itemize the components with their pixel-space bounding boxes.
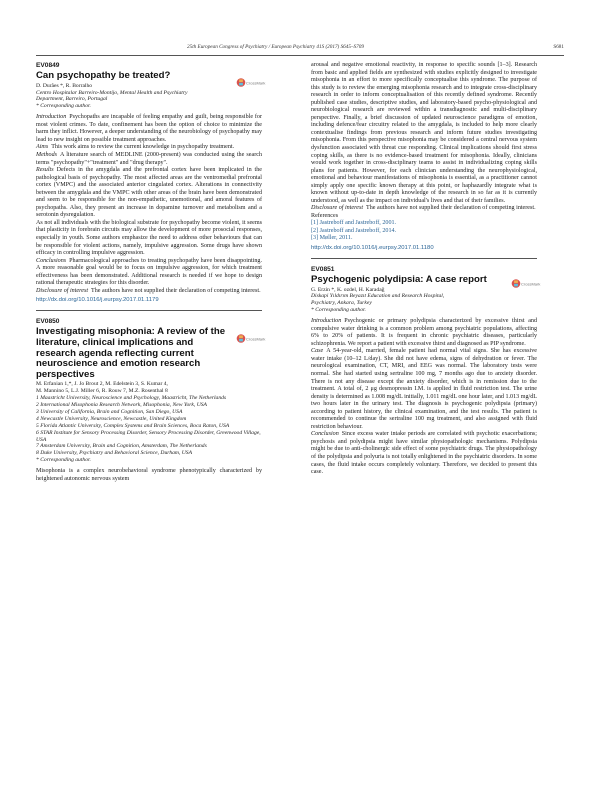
aims-paragraph xyxy=(36,144,262,152)
article-divider xyxy=(311,258,537,259)
section-label: Aims xyxy=(36,144,49,151)
affiliation: 5 Florida Atlantic University, Complex Systems and Brain Sciences, Boca Raton, USA xyxy=(36,422,230,429)
case-paragraph xyxy=(311,348,537,431)
crossmark-icon xyxy=(236,77,266,88)
body-paragraph-start: Misophonia is a complex neurobehavioral syndrome phenotypically characterized by heightened autonomic nervous system xyxy=(36,468,262,482)
article-authors: D. Durães *, R. Borralho xyxy=(36,82,93,89)
journal-line: 25th European Congress of Psychiatry / European Psychiatry 41S (2017) S645–S709 xyxy=(187,44,364,50)
section-text: Psychopaths are incapable of feeling empathy and guilt, being responsible for most violent crimes. To date, confinement has been the option of choice to minimize the harm they inflict. However, a deeper understanding of the neurobiology of psychopathy may lead to new insight on possible treatment approaches. xyxy=(36,114,262,143)
corresponding-note: * Corresponding author. xyxy=(36,457,91,464)
article-authors-line-1: M. Erfanian 1,*, J. Jo Brout 2, M. Edelstein 3, S. Kumar 4, xyxy=(36,381,168,388)
affiliation-line-2: Department, Barreiro, Portugal xyxy=(36,96,108,103)
affiliation-line-1: Diskapi Yıldırım Beyazıt Education and Research Hospital, xyxy=(311,293,445,300)
abstract xyxy=(311,318,537,476)
section-text: The authors have not supplied their declaration of competing interest. xyxy=(91,287,261,294)
article-authors-line-2: M. Mannino 5, L.J. Miller 6, R. Rouw 7, M.Z. Rosenthal 8 xyxy=(36,388,168,395)
affiliation: 4 Newcastle University, Neuroscience, Newcastle, United Kingdom xyxy=(36,415,187,422)
section-label: Results xyxy=(36,167,54,174)
article-ev0849 xyxy=(36,62,266,304)
conclusion-paragraph xyxy=(311,431,537,476)
crossmark-icon xyxy=(511,278,541,289)
affiliation: 2 International Misophonia Research Network, Misophonia, New York, USA xyxy=(36,402,207,409)
section-label: Methods xyxy=(36,151,57,158)
section-text: Defects in the amygdala and the prefrontal cortex have been implicated in the pathological basis of psychopathy. The most affected areas are the ventromedial prefrontal cortex (VMPC) and the associated anterior cingulated cortex. Alterations in connectivity between the amygdala and the VMPC with other areas of the brain have been demonstrated and seem to be responsible for the non-empathetic, unemotional, and amoral features of psychopaths. Also, they present an increase in dopamine turnover and metabolism and a serotonin dysregulation. xyxy=(36,167,262,219)
section-text: The authors have not supplied their declaration of competing interest. xyxy=(366,205,536,212)
article-id: EV0849 xyxy=(36,62,60,69)
introduction-paragraph xyxy=(36,114,262,144)
article-title[interactable]: Psychogenic polydipsia: A case report xyxy=(311,273,487,285)
article-divider xyxy=(36,310,262,311)
right-column xyxy=(311,62,541,477)
disclosure-paragraph xyxy=(311,205,537,213)
article-authors: G. Erzin *, K. ozdel, H. Karadağ xyxy=(311,286,385,293)
section-text: Pharmacological approaches to treating psychopathy have been disappointing. A more reasonable goal would be to focus on impulsive aggression, for which treatment effectiveness has been demonstrated. Additional research is needed if we hope to design rational therapeutic strategies for this disorder. xyxy=(36,257,262,287)
references xyxy=(311,213,537,243)
crossmark-text: CrossMark xyxy=(521,281,541,287)
article-title[interactable]: Can psychopathy be treated? xyxy=(36,70,171,81)
section-text: Psychogenic or primary polydipsia characterized by excessive thirst and compulsive water drinking is a common problem among psychiatric populations, affecting 6% to 20% of patients. It is frequent in chronic psychiatric diseases, particularly schizophrenia. We report a patient with excessive thirst and diagnosed as PIP syndrome. xyxy=(311,318,537,347)
crossmark-logo[interactable] xyxy=(511,278,541,290)
affiliation: 6 STAR Institute for Sensory Processing Disorder, Sensory Processing Disorder, Greenwood Village, USA xyxy=(36,429,261,443)
article-ev0850-continued xyxy=(311,62,537,251)
affiliation: 7 Amsterdam University, Brain and Cognition, Amsterdam, The Netherlands xyxy=(36,443,207,450)
crossmark-logo[interactable] xyxy=(236,76,266,88)
introduction-paragraph xyxy=(311,318,537,348)
section-label: Conclusion xyxy=(311,431,339,438)
affiliation: 3 University of California, Brain and Cognition, San Diego, USA xyxy=(36,408,183,415)
section-label: Conclusions xyxy=(36,257,67,264)
abstract xyxy=(36,114,262,295)
section-label: Introduction xyxy=(311,318,342,325)
section-label: Introduction xyxy=(36,114,67,121)
corresponding-note: * Corresponding author. xyxy=(36,103,91,110)
section-label: Disclosure of interest xyxy=(36,287,89,294)
doi-link[interactable]: http://dx.doi.org/10.1016/j.eurpsy.2017.01.1179 xyxy=(36,297,159,304)
affiliation: 8 Duke University, Psychiatry and Behavioral Science, Durham, USA xyxy=(36,450,193,457)
article-id: EV0850 xyxy=(36,318,60,326)
abstract-continued xyxy=(311,62,537,213)
crossmark-icon xyxy=(236,333,266,344)
page-number: S681 xyxy=(553,44,564,50)
crossmark-text: CrossMark xyxy=(246,79,266,85)
section-label: Disclosure of interest xyxy=(311,205,364,212)
section-text: A 54-year-old, married, female patient had normal vital signs. She has excessive water intake (10–12 L/day). She did not have edema, signs of dehydration or fever. The neurological examination, CT, MRI, and EEG was normal. The laboratory tests were normal. She had started using sertraline 100 mg, 7 months ago due to anxiety disorder. There is not any disease except the anxiety disorder, which is in remission due to the treatment. A total of, 2 μg desmopressin I.M. is applied in fluid restriction test. The urine density is determined as 1.008 mg/dL initially, 1.011 mg/dL one hour later, and 1.013 mg/dL two hours later in the urinary test. The diagnosis is psychogenic polydipsia (primary) according to patient history, the clinical examination, and the test results. The patient is recommended to continue the sertraline 100 mg treatment, and also assigned with fluid restriction behaviour. xyxy=(311,348,537,430)
doi-link[interactable]: http://dx.doi.org/10.1016/j.eurpsy.2017.01.1180 xyxy=(311,244,434,251)
left-column xyxy=(36,62,266,483)
article-ev0851 xyxy=(311,265,541,477)
reference-item[interactable]: [1] Jastreboff and Jastreboff, 2001. xyxy=(311,220,397,227)
header-rule xyxy=(36,55,564,56)
results-paragraph-2: As not all individuals with the biological substrate for psychopathy become violent, it seems that plasticity in forebrain circuits may allow the development of more prosocial responses, especially in youth. Some authors emphasize the need to address other behaviours that can be responsible for violent actions, namely, impulsive aggression. Some drugs have shown efficacy in controlling impulsive aggression. xyxy=(36,219,262,257)
disclosure-paragraph xyxy=(36,288,262,296)
methods-paragraph xyxy=(36,152,262,167)
abstract xyxy=(36,468,262,483)
results-paragraph xyxy=(36,167,262,220)
affiliation-line-1: Centro Hospitalar Barreiro-Montijo, Mental Health and Psychiatry xyxy=(36,89,188,96)
references-heading: References xyxy=(311,212,339,219)
article-title[interactable]: Investigating misophonia: A review of the literature, clinical implications and research agenda reflecting current neuroscience and emotion research perspectives xyxy=(36,326,226,380)
body-paragraph: arousal and negative emotional reactivity, in response to specific sounds [1–3]. Research from basic and applied fields are synthesized with studies explicitly designed to investigate misophonia in an effort to more specifically conceptualise this syndrome. The purpose of this study is to review the emerging misophonia research and to integrate cross-disciplinary research in order to inform conceptualisation of this recently defined syndrome. Recently published case studies, descriptive studies, and laboratory-based psycho-physiological and neurobiological research are reviewed within a transdiagnostic and multi-disciplinary perspective. Finally, a brief discussion of updated neuroscience paradigms of emotion, including defence/fear circuitry related to the amygdala, is included to help more clearly contextualise findings from previous research and inform future studies investigating misophonia. From this perspective misophonia may be considered a central nervous system dysfunction associated with threat cue responding. Clinical implications should first stress coping skills, as there is no evidence-based treatment for misophonia. Ideally, clinicians would work together in cross-disciplinary teams to assist in individualizing coping skills plans for patients. However, for each clinician understanding the neurophysiological, emotional and behaviour manifestations of misophonia is essential, as a practitioner cannot simply apply one specific known therapy at this point, or haphazardly integrate what is known without up-to-date in depth knowledge of the research in so far as it is currently understood, as well as the impact on individual's lives and that of their families. xyxy=(311,62,537,204)
section-text: This work aims to review the current knowledge in psychopathy treatment. xyxy=(51,144,235,151)
crossmark-logo[interactable] xyxy=(236,332,266,344)
reference-item[interactable]: [3] Møller, 2011. xyxy=(311,235,353,242)
article-ev0850 xyxy=(36,318,266,483)
section-text: Since excess water intake periods are correlated with psychotic exacerbations; psychosis and polydipsia might have similar physiopathologic mechanisms. Polydipsia might be due to anti-cholinergic side effect of some psychiatric drugs. The physiopathology of the polydipsia and polyuria is not totally enlightened in the psychiatric disorders. In some cases, the fluid intake occurs completely voluntary. Therefore, we decided to present this case. xyxy=(311,431,537,476)
section-label: Case xyxy=(311,348,324,355)
corresponding-note: * Corresponding author. xyxy=(311,307,366,314)
affiliation-list xyxy=(36,395,262,457)
conclusions-paragraph xyxy=(36,258,262,288)
article-id: EV0851 xyxy=(311,265,335,273)
reference-item[interactable]: [2] Jastreboff and Jastreboff, 2014. xyxy=(311,227,397,234)
affiliation: 1 Maastricht University, Neuroscience and Psychology, Maastricht, The Netherlands xyxy=(36,395,227,402)
crossmark-text: CrossMark xyxy=(246,336,266,342)
section-text: A literature search of MEDLINE (2000-present) was conducted using the search terms "psychopathy"+"treatment" and "drug therapy". xyxy=(36,151,262,166)
affiliation-line-2: Psychiatry, Ankara, Turkey xyxy=(311,300,372,307)
